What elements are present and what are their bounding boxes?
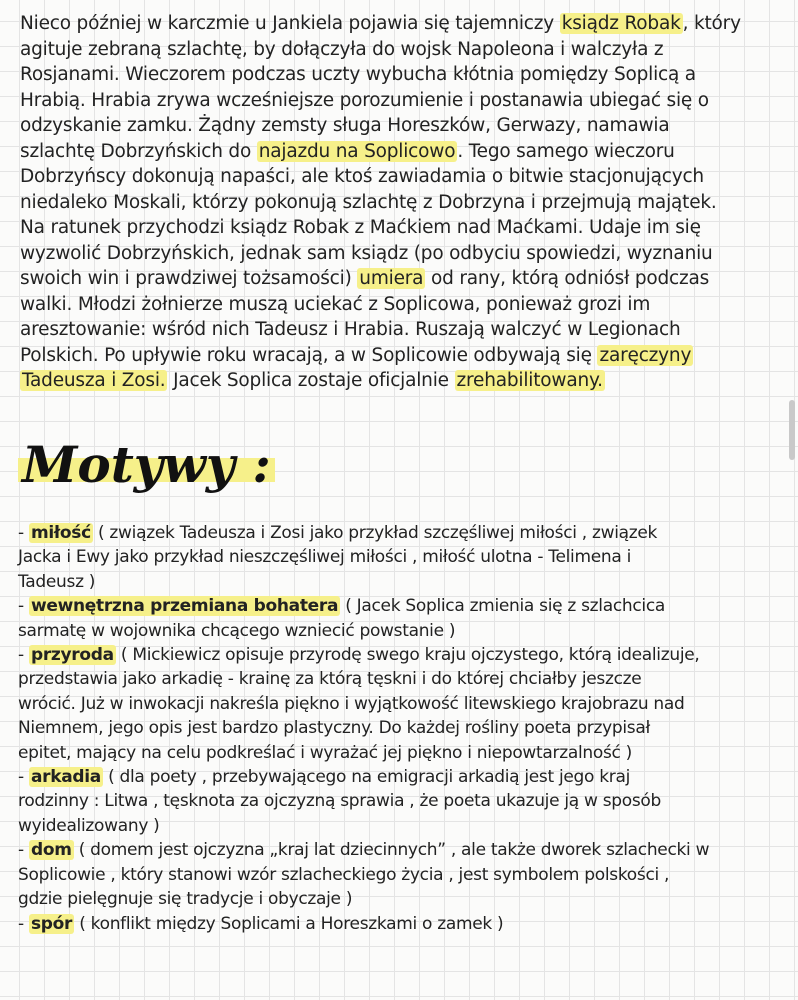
motif-line	[18, 741, 783, 765]
text-segment: Hrabią. Hrabia zrywa wcześniejsze porozumienie i postanawia ubiegać się o	[20, 89, 709, 111]
motif-keyword: dom	[30, 840, 72, 861]
text-segment: wyidealizowany )	[18, 815, 160, 836]
summary-line	[20, 343, 782, 369]
text-segment: niedaleko Moskali, którzy pokonują szlachtę z Dobrzyna i przejmują majątek.	[20, 191, 717, 213]
summary-line	[20, 62, 782, 88]
summary-line	[20, 292, 782, 318]
text-segment: . Tego samego wieczoru	[457, 140, 675, 162]
text-segment: -	[18, 767, 29, 788]
text-segment: Niemnem, jego opis jest bardzo plastyczny. Do każdej rośliny poeta przypisał	[18, 718, 650, 739]
text-segment: ( Jacek Soplica zmienia się z szlachcica	[340, 596, 665, 617]
highlighted-phrase: Tadeusza i Zosi.	[22, 370, 166, 391]
text-segment: swoich win i prawdziwej tożsamości)	[20, 268, 358, 289]
motif-line	[18, 814, 783, 838]
motif-line	[18, 912, 783, 936]
text-segment: wyzwolić Dobrzyńskich, jednak sam ksiądz (po odbyciu spowiedzi, wyznaniu	[20, 242, 713, 264]
motif-keyword: arkadia	[30, 767, 101, 788]
motif-line	[18, 521, 783, 545]
summary-line	[20, 317, 782, 343]
summary-line	[20, 11, 782, 37]
motif-line	[18, 716, 783, 740]
text-segment: -	[18, 596, 29, 617]
text-segment: Dobrzyńscy dokonują napaści, ale ktoś zawiadamia o bitwie stacjonujących	[20, 166, 704, 187]
motif-line	[18, 887, 783, 911]
highlighted-phrase: najazdu na Soplicowo	[258, 140, 456, 162]
motif-line	[18, 594, 783, 618]
text-segment: , który	[682, 13, 741, 34]
summary-line	[20, 88, 782, 114]
text-segment: sarmatę w wojownika chcącego wzniecić powstanie )	[18, 620, 456, 641]
summary-line	[20, 139, 782, 165]
text-segment: walki. Młodzi żołnierze muszą uciekać z Soplicowa, ponieważ grozi im	[20, 293, 651, 315]
motif-line	[18, 545, 783, 569]
scrollbar-thumb[interactable]	[789, 400, 795, 460]
summary-line	[20, 164, 782, 190]
text-segment: Na ratunek przychodzi ksiądz Robak z Maćkiem nad Maćkami. Udaje im się	[20, 217, 701, 238]
summary-paragraph	[20, 11, 782, 394]
motif-keyword: przyroda	[30, 645, 114, 666]
text-segment: od rany, którą odniósł podczas	[425, 268, 710, 289]
text-segment: Jacka i Ewy jako przykład nieszczęśliwej miłości , miłość ulotna - Telimena i	[18, 547, 631, 568]
motif-keyword: spór	[30, 913, 73, 934]
text-segment: aresztowanie: wśród nich Tadeusz i Hrabia. Ruszają walczyć w Legionach	[20, 319, 681, 340]
text-segment: Tadeusz )	[18, 571, 96, 592]
motif-line	[18, 570, 783, 594]
motif-line	[18, 619, 783, 643]
highlighted-phrase: ksiądz Robak	[561, 13, 681, 34]
highlighted-phrase: zaręczyny	[599, 344, 692, 366]
text-segment: -	[18, 523, 29, 543]
text-segment: Polskich. Po upływie roku wracają, a w Soplicowie odbywają się	[20, 344, 598, 366]
motif-line	[18, 765, 783, 789]
motif-line	[18, 838, 783, 862]
highlighted-phrase: umiera	[359, 268, 424, 289]
text-segment: ( domem jest ojczyzna „kraj lat dziecinnych” , ale także dworek szlachecki w	[73, 840, 710, 861]
summary-line	[20, 266, 782, 292]
motifs-heading: Motywy :	[18, 435, 275, 495]
text-segment: Rosjanami. Wieczorem podczas uczty wybucha kłótnia pomiędzy Soplicą a	[20, 64, 696, 85]
text-segment: wrócić. Już w inwokacji nakreśla piękno i wyjątkowość litewskiego krajobrazu nad	[18, 693, 685, 714]
text-segment: szlachtę Dobrzyńskich do	[20, 140, 257, 162]
motif-keyword: miłość	[30, 523, 91, 543]
text-segment: Jacek Soplica zostaje oficjalnie	[167, 370, 455, 391]
summary-line	[20, 241, 782, 267]
text-segment: ( związek Tadeusza i Zosi jako przykład szczęśliwej miłości , związek	[92, 523, 658, 543]
motif-line	[18, 789, 783, 813]
text-segment: agituje zebraną szlachtę, by dołączyła do wojsk Napoleona i walczyła z	[20, 38, 664, 60]
summary-line	[20, 215, 782, 241]
text-segment: -	[18, 645, 29, 666]
motif-keyword: wewnętrzna przemiana bohatera	[30, 596, 339, 617]
text-segment: ( Mickiewicz opisuje przyrodę swego kraju ojczystego, którą idealizuje,	[115, 645, 700, 666]
motif-line	[18, 667, 783, 691]
summary-line	[20, 113, 782, 139]
text-segment: odzyskanie zamku. Żądny zemsty sługa Horeszków, Gerwazy, namawia	[20, 115, 670, 136]
text-segment: -	[18, 913, 29, 934]
highlighted-phrase: zrehabilitowany.	[456, 370, 603, 391]
summary-line	[20, 368, 782, 394]
motif-line	[18, 643, 783, 667]
text-segment: przedstawia jako arkadię - krainę za którą tęskni i do której chciałby jeszcze	[18, 669, 642, 690]
text-segment: ( dla poety , przebywającego na emigracji arkadią jest jego kraj	[102, 767, 631, 788]
text-segment: gdzie pielęgnuje się tradycje i obyczaje )	[18, 889, 353, 910]
text-segment: ( konflikt między Soplicami a Horeszkami o zamek )	[74, 913, 504, 934]
text-segment: Soplicowie , który stanowi wzór szlacheckiego życia , jest symbolem polskości ,	[18, 864, 670, 885]
summary-line	[20, 190, 782, 216]
text-segment: -	[18, 840, 29, 861]
motif-line	[18, 692, 783, 716]
motifs-list	[18, 521, 783, 936]
text-segment: Nieco później w karczmie u Jankiela pojawia się tajemniczy	[20, 13, 560, 34]
motif-line	[18, 863, 783, 887]
text-segment: rodzinny : Litwa , tęsknota za ojczyzną sprawia , że poeta ukazuje ją w sposób	[18, 791, 662, 812]
summary-line	[20, 37, 782, 63]
text-segment: epitet, mający na celu podkreślać i wyrażać jej piękno i niepowtarzalność )	[18, 742, 632, 763]
